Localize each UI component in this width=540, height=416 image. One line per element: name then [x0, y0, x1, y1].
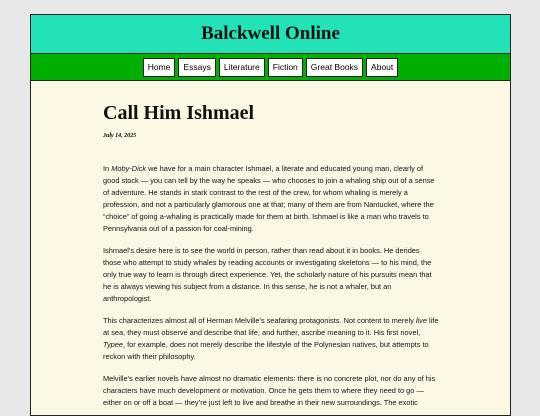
paragraph-text: Melville’s earlier novels have almost no dramatic elements: there is no concrete plot, nor do any of his characters have much development or motivation. Once he gets them to where they need to go — either on or off a boat — they’re just left to live and breathe in their new surroundings. The exotic: [103, 374, 436, 407]
article-date: July 14, 2025: [103, 133, 137, 139]
italic-text: Typee: [103, 340, 123, 349]
paragraph-text: This characterizes almost all of Herman Melville’s seafaring protagonists. Not content to merely: [103, 316, 416, 325]
nav-literature-link[interactable]: Literature: [219, 58, 265, 77]
site-banner: [31, 15, 510, 54]
paragraph-text: , for example, does not merely describe the lifestyle of the Polynesian natives, but attempts to reckon with their philosophy.: [103, 340, 429, 361]
italic-text: live: [415, 316, 427, 325]
paragraph-text: we have for a main character Ishmael, a literate and educated young man, clearly of good stock — you can tell by the way he speaks — who chooses to join a whaling ship out of a sense of adventure. He stands in stark contrast to the rest of the crew, for whom whaling is merely a profession, and not a particularly glamorous one at that; many of them are from Nantucket, where the “choice” of going a-whaling is practically made for them at birth. Ishmael is like a man who travels to Pennsylvania out of a passion for coal-mining.: [103, 164, 435, 233]
nav-home-link[interactable]: Home: [143, 58, 176, 77]
page-frame: [30, 14, 511, 416]
nav-about-link[interactable]: About: [366, 58, 398, 77]
article-paragraph: [103, 245, 439, 305]
site-title[interactable]: Balckwell Online: [201, 23, 340, 44]
article-paragraph: [103, 163, 439, 235]
nav-fiction-link[interactable]: Fiction: [268, 58, 303, 77]
italic-text: Moby-Dick: [111, 164, 147, 173]
paragraph-text: life at sea, they must observe and describe that life, and further, ascribe meaning to it. His first novel,: [103, 316, 439, 337]
article-title: Call Him Ishmael: [103, 102, 255, 124]
article-body: [103, 163, 439, 409]
nav-great-books-link[interactable]: Great Books: [306, 58, 363, 77]
paragraph-text: Ishmael’s desire here is to see the world in person, rather than read about it in books. He derides those who attempt to study whales by reading accounts or investigating skeletons — to his mind, the only true way to learn is through direct experience. Yet, the scholarly nature of his pursuits mean that he is always viewing his subject from a distance. In this sense, he is not a whaler, but an anthropologist.: [103, 246, 432, 303]
nav-bar: [31, 54, 510, 81]
paragraph-text: In: [103, 164, 112, 173]
article-paragraph: [103, 315, 439, 363]
article-paragraph: [103, 373, 439, 409]
main-content: [31, 101, 510, 409]
nav-essays-link[interactable]: Essays: [178, 58, 215, 77]
